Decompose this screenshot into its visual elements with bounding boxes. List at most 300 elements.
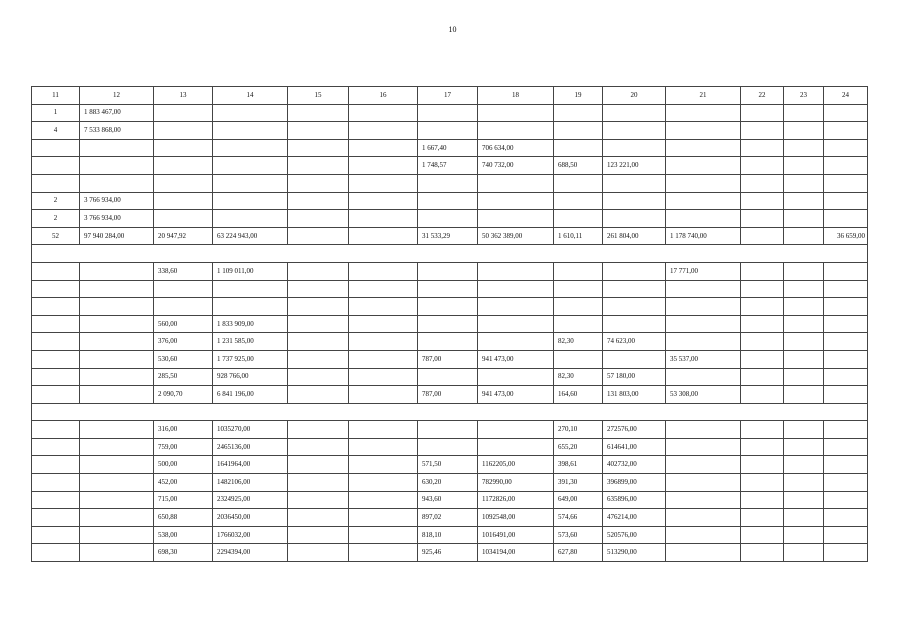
table-cell (80, 298, 154, 316)
table-cell (603, 122, 666, 140)
page-number: 10 (448, 25, 457, 34)
column-header: 17 (418, 87, 478, 105)
table-cell (666, 491, 741, 509)
table-cell (554, 210, 603, 228)
table-cell (349, 174, 418, 192)
table-cell (80, 368, 154, 386)
table-cell (32, 315, 80, 333)
column-header: 23 (784, 87, 824, 105)
table-cell (32, 280, 80, 298)
table-cell (154, 157, 213, 175)
table-row (32, 544, 868, 562)
table-cell: 943,60 (418, 491, 478, 509)
table-cell (824, 262, 868, 280)
section-separator-row (32, 403, 868, 421)
table-cell (80, 526, 154, 544)
table-cell (824, 474, 868, 492)
table-row (32, 333, 868, 351)
table-cell: 538,00 (154, 526, 213, 544)
table-cell (213, 157, 288, 175)
table-cell: 1 (32, 104, 80, 122)
table-cell (154, 122, 213, 140)
table-cell (478, 421, 554, 439)
table-cell (554, 174, 603, 192)
table-cell: 57 180,00 (603, 368, 666, 386)
table-cell (784, 491, 824, 509)
table-cell (154, 174, 213, 192)
table-cell: 1 833 909,00 (213, 315, 288, 333)
column-header: 13 (154, 87, 213, 105)
table-cell: 74 623,00 (603, 333, 666, 351)
table-cell (824, 350, 868, 368)
table-cell (784, 157, 824, 175)
table-cell (478, 298, 554, 316)
table-cell (349, 544, 418, 562)
table-cell (349, 139, 418, 157)
table-cell: 688,50 (554, 157, 603, 175)
table-cell (349, 122, 418, 140)
column-header: 14 (213, 87, 288, 105)
table-cell (213, 210, 288, 228)
table-row (32, 139, 868, 157)
table-cell (824, 386, 868, 404)
table-cell (603, 210, 666, 228)
table-cell (741, 315, 784, 333)
table-cell: 53 308,00 (666, 386, 741, 404)
table-cell: 635896,00 (603, 491, 666, 509)
table-cell (418, 262, 478, 280)
table-cell (554, 104, 603, 122)
table-cell (418, 438, 478, 456)
table-cell (32, 157, 80, 175)
table-cell: 3 766 934,00 (80, 210, 154, 228)
table-cell (666, 368, 741, 386)
table-cell (478, 122, 554, 140)
table-cell (741, 104, 784, 122)
table-cell (288, 421, 349, 439)
table-row (32, 350, 868, 368)
column-header: 22 (741, 87, 784, 105)
table-cell (784, 210, 824, 228)
table-cell (666, 474, 741, 492)
table-cell (784, 315, 824, 333)
table-cell (478, 192, 554, 210)
column-header: 20 (603, 87, 666, 105)
table-cell (741, 386, 784, 404)
data-table (31, 86, 868, 562)
table-cell (213, 298, 288, 316)
table-cell: 1641964,00 (213, 456, 288, 474)
table-cell (824, 280, 868, 298)
table-cell: 500,00 (154, 456, 213, 474)
table-cell (824, 298, 868, 316)
table-cell: 740 732,00 (478, 157, 554, 175)
table-cell (603, 174, 666, 192)
table-cell (80, 421, 154, 439)
table-cell (288, 174, 349, 192)
table-cell (554, 350, 603, 368)
table-cell: 7 533 868,00 (80, 122, 154, 140)
table-cell: 1 109 011,00 (213, 262, 288, 280)
table-cell (478, 368, 554, 386)
table-cell (603, 139, 666, 157)
table-cell (554, 280, 603, 298)
table-cell: 573,60 (554, 526, 603, 544)
table-cell (349, 491, 418, 509)
table-cell (666, 456, 741, 474)
table-cell (349, 157, 418, 175)
table-cell (478, 174, 554, 192)
table-cell: 655,20 (554, 438, 603, 456)
table-cell: 630,20 (418, 474, 478, 492)
table-cell (478, 104, 554, 122)
table-cell: 20 947,92 (154, 227, 213, 245)
table-cell (666, 157, 741, 175)
table-cell: 1766032,00 (213, 526, 288, 544)
table-cell (741, 122, 784, 140)
table-cell (784, 227, 824, 245)
table-cell: 571,50 (418, 456, 478, 474)
table-cell (741, 544, 784, 562)
table-cell (418, 333, 478, 351)
table-cell (288, 192, 349, 210)
table-cell: 1 667,40 (418, 139, 478, 157)
table-cell (288, 491, 349, 509)
table-cell (32, 526, 80, 544)
table-cell (32, 262, 80, 280)
table-cell (288, 157, 349, 175)
table-cell (213, 174, 288, 192)
table-cell (824, 157, 868, 175)
table-cell (288, 122, 349, 140)
table-cell (288, 315, 349, 333)
table-cell: 272576,00 (603, 421, 666, 439)
table-cell (666, 210, 741, 228)
table-row (32, 192, 868, 210)
table-cell (349, 421, 418, 439)
table-cell (32, 456, 80, 474)
table-cell (80, 174, 154, 192)
section-separator-row (32, 245, 868, 263)
table-cell (603, 192, 666, 210)
table-row (32, 509, 868, 527)
table-cell (666, 192, 741, 210)
table-cell (741, 491, 784, 509)
table-cell: 123 221,00 (603, 157, 666, 175)
column-header: 11 (32, 87, 80, 105)
table-cell (666, 280, 741, 298)
section-separator-cell (32, 245, 868, 263)
table-cell (741, 139, 784, 157)
column-header: 21 (666, 87, 741, 105)
table-cell: 17 771,00 (666, 262, 741, 280)
table-cell (32, 139, 80, 157)
table-cell: 530,60 (154, 350, 213, 368)
table-cell (603, 262, 666, 280)
table-cell (213, 139, 288, 157)
table-cell (666, 333, 741, 351)
table-row (32, 368, 868, 386)
table-cell (349, 262, 418, 280)
table-cell (418, 280, 478, 298)
table-cell (666, 104, 741, 122)
table-cell (288, 262, 349, 280)
table-cell (824, 333, 868, 351)
table-cell (741, 438, 784, 456)
table-cell (666, 139, 741, 157)
table-cell (824, 491, 868, 509)
header-row (32, 87, 868, 105)
table-cell (603, 350, 666, 368)
table-cell (784, 368, 824, 386)
table-cell (741, 333, 784, 351)
table-cell (554, 139, 603, 157)
table-cell: 261 804,00 (603, 227, 666, 245)
table-cell: 31 533,29 (418, 227, 478, 245)
table-cell: 513290,00 (603, 544, 666, 562)
table-cell (288, 544, 349, 562)
table-cell (418, 192, 478, 210)
table-cell (349, 350, 418, 368)
table-row (32, 210, 868, 228)
table-cell (666, 298, 741, 316)
table-cell (80, 139, 154, 157)
table-cell: 650,88 (154, 509, 213, 527)
table-cell (213, 280, 288, 298)
table-cell (666, 544, 741, 562)
table-cell (784, 509, 824, 527)
table-row (32, 104, 868, 122)
table-cell: 1162205,00 (478, 456, 554, 474)
table-row (32, 491, 868, 509)
table-cell: 2036450,00 (213, 509, 288, 527)
table-cell: 82,30 (554, 333, 603, 351)
table-cell (288, 509, 349, 527)
table-cell: 928 766,00 (213, 368, 288, 386)
table-cell (349, 456, 418, 474)
table-row (32, 421, 868, 439)
table-cell (154, 139, 213, 157)
table-cell: 1 231 585,00 (213, 333, 288, 351)
table-cell (80, 157, 154, 175)
table-cell (288, 474, 349, 492)
table-cell (741, 298, 784, 316)
table-cell (824, 438, 868, 456)
table-cell: 82,30 (554, 368, 603, 386)
table-cell (288, 333, 349, 351)
table-cell (32, 474, 80, 492)
table-cell (80, 438, 154, 456)
table-cell (554, 298, 603, 316)
table-cell (784, 192, 824, 210)
table-cell: 270,10 (554, 421, 603, 439)
table-cell: 1482106,00 (213, 474, 288, 492)
section-separator-cell (32, 403, 868, 421)
table-cell (80, 544, 154, 562)
table-cell (824, 315, 868, 333)
table-row (32, 438, 868, 456)
table-cell (349, 280, 418, 298)
table-cell: 402732,00 (603, 456, 666, 474)
table-cell (824, 139, 868, 157)
table-cell (288, 139, 349, 157)
table-cell: 4 (32, 122, 80, 140)
table-cell (554, 262, 603, 280)
table-cell (418, 421, 478, 439)
table-cell (824, 509, 868, 527)
table-cell (80, 509, 154, 527)
table-cell (784, 298, 824, 316)
table-cell: 787,00 (418, 386, 478, 404)
table-cell (349, 368, 418, 386)
table-cell: 285,50 (154, 368, 213, 386)
table-cell: 376,00 (154, 333, 213, 351)
table-cell (288, 526, 349, 544)
table-cell (784, 350, 824, 368)
table-cell (784, 474, 824, 492)
table-cell (32, 421, 80, 439)
column-header: 19 (554, 87, 603, 105)
table-cell (741, 174, 784, 192)
table-cell (32, 174, 80, 192)
table-cell (784, 544, 824, 562)
table-cell (824, 421, 868, 439)
table-cell: 1 748,57 (418, 157, 478, 175)
column-header: 15 (288, 87, 349, 105)
table-cell (824, 456, 868, 474)
table-cell (288, 298, 349, 316)
table-cell (349, 509, 418, 527)
table-cell: 941 473,00 (478, 350, 554, 368)
table-row (32, 474, 868, 492)
table-cell (349, 210, 418, 228)
table-cell: 759,00 (154, 438, 213, 456)
table-cell: 1 737 925,00 (213, 350, 288, 368)
table-cell: 52 (32, 227, 80, 245)
table-cell (478, 315, 554, 333)
table-cell (288, 438, 349, 456)
table-cell (349, 386, 418, 404)
table-cell: 1092548,00 (478, 509, 554, 527)
table-cell: 164,60 (554, 386, 603, 404)
table-cell (478, 262, 554, 280)
table-cell: 2 090,70 (154, 386, 213, 404)
table-cell (741, 157, 784, 175)
table-cell (349, 104, 418, 122)
table-cell (666, 526, 741, 544)
column-header: 16 (349, 87, 418, 105)
table-cell (741, 421, 784, 439)
table-cell (418, 298, 478, 316)
table-cell (288, 210, 349, 228)
table-cell (418, 368, 478, 386)
table-cell (80, 491, 154, 509)
table-cell: 3 766 934,00 (80, 192, 154, 210)
table-cell (80, 262, 154, 280)
table-cell (824, 210, 868, 228)
table-row (32, 526, 868, 544)
table-cell: 6 841 196,00 (213, 386, 288, 404)
table-cell (784, 333, 824, 351)
table-cell (418, 315, 478, 333)
table-cell (288, 227, 349, 245)
table-cell: 1034194,00 (478, 544, 554, 562)
table-cell (288, 368, 349, 386)
table-cell: 897,02 (418, 509, 478, 527)
table-cell (154, 210, 213, 228)
table-cell (80, 333, 154, 351)
table-cell (349, 192, 418, 210)
table-row (32, 456, 868, 474)
table-cell (666, 421, 741, 439)
table-cell (80, 280, 154, 298)
table-cell (554, 122, 603, 140)
table-cell: 2 (32, 192, 80, 210)
table-cell: 398,61 (554, 456, 603, 474)
table-cell (32, 544, 80, 562)
table-cell (603, 298, 666, 316)
table-cell (784, 174, 824, 192)
table-cell: 1 610,11 (554, 227, 603, 245)
table-cell (349, 526, 418, 544)
table-cell (824, 526, 868, 544)
table-row (32, 227, 868, 245)
table-cell: 706 634,00 (478, 139, 554, 157)
table-cell (32, 333, 80, 351)
table-cell (666, 438, 741, 456)
table-cell (213, 104, 288, 122)
table-cell: 2324925,00 (213, 491, 288, 509)
table-cell (349, 474, 418, 492)
table-cell (213, 192, 288, 210)
table-cell (784, 104, 824, 122)
table-cell (741, 474, 784, 492)
table-cell (349, 227, 418, 245)
table-cell (418, 104, 478, 122)
table-row (32, 298, 868, 316)
table-cell: 925,46 (418, 544, 478, 562)
table-cell (784, 456, 824, 474)
table-cell: 35 537,00 (666, 350, 741, 368)
table-cell (80, 386, 154, 404)
table-cell (154, 192, 213, 210)
table-cell: 787,00 (418, 350, 478, 368)
table-cell: 649,00 (554, 491, 603, 509)
table-cell (603, 104, 666, 122)
table-cell (784, 438, 824, 456)
table-cell: 316,00 (154, 421, 213, 439)
table-cell (666, 315, 741, 333)
table-cell: 36 659,00 (824, 227, 868, 245)
table-cell (418, 210, 478, 228)
table-cell (349, 333, 418, 351)
table-cell (80, 474, 154, 492)
table-row (32, 280, 868, 298)
table-cell (666, 509, 741, 527)
table-cell (478, 280, 554, 298)
table-cell (288, 350, 349, 368)
table-cell: 50 362 389,00 (478, 227, 554, 245)
table-cell: 818,10 (418, 526, 478, 544)
table-cell: 2 (32, 210, 80, 228)
table-cell (554, 192, 603, 210)
table-cell (478, 210, 554, 228)
table-cell: 452,00 (154, 474, 213, 492)
table-cell (80, 350, 154, 368)
table-cell (349, 315, 418, 333)
table-cell (824, 368, 868, 386)
table-cell (666, 122, 741, 140)
